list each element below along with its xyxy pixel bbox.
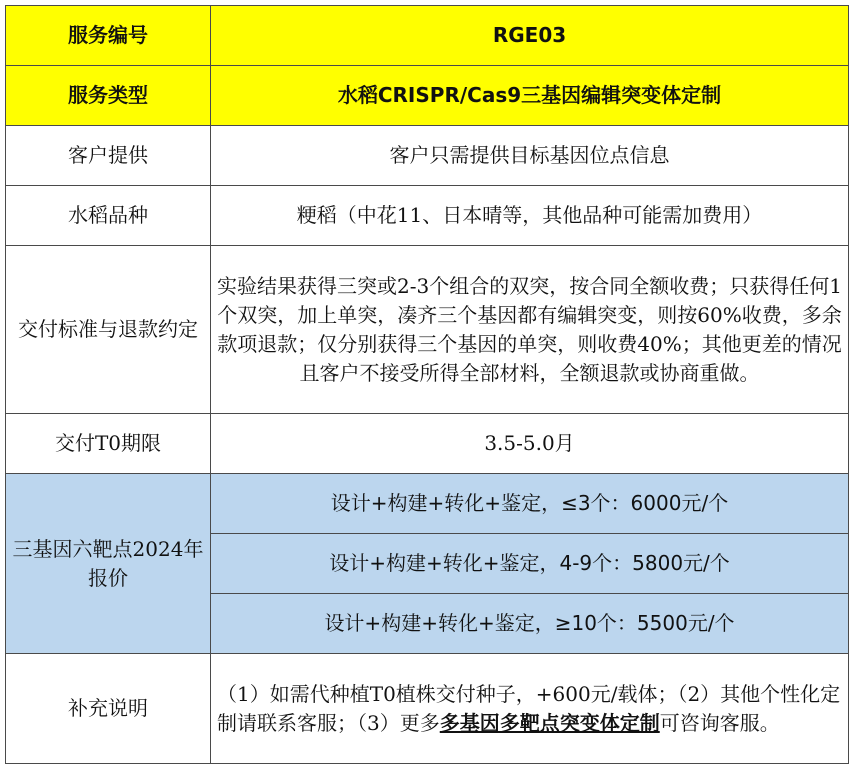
row-quote-1 (6, 474, 849, 534)
quote-item: 设计+构建+转化+鉴定，≥10个：5500元/个 (211, 594, 849, 654)
rice-variety-label: 水稻品种 (6, 186, 211, 246)
delivery-period-value: 3.5-5.0月 (211, 414, 849, 474)
delivery-standard-label: 交付标准与退款约定 (6, 246, 211, 414)
delivery-period-label: 交付T0期限 (6, 414, 211, 474)
row-rice-variety (6, 186, 849, 246)
customer-provides-value: 客户只需提供目标基因位点信息 (211, 126, 849, 186)
custom-mutant-link[interactable]: 多基因多靶点突变体定制 (439, 710, 660, 735)
customer-provides-label: 客户提供 (6, 126, 211, 186)
row-delivery-period (6, 414, 849, 474)
rice-variety-value: 粳稻（中花11、日本晴等，其他品种可能需加费用） (211, 186, 849, 246)
service-type-label: 服务类型 (6, 66, 211, 126)
supplement-label: 补充说明 (6, 654, 211, 764)
delivery-standard-value: 实验结果获得三突或2-3个组合的双突，按合同全额收费；只获得任何1个双突，加上单突，凑齐三个基因都有编辑突变，则按60%收费，多余款项退款；仅分别获得三个基因的单突，则收费40%；其他更差的情况且客户不接受所得全部材料，全额退款或协商重做。 (211, 246, 849, 414)
supplement-text-end: 可咨询客服。 (659, 710, 780, 735)
quote-item: 设计+构建+转化+鉴定，≤3个：6000元/个 (211, 474, 849, 534)
supplement-text: （1）如需代种植T0植株交付种子，+600元/载体；（2）其他个性化定制请联系客服；（3）更多 (217, 681, 841, 735)
supplement-value (211, 654, 849, 764)
row-customer-provides (6, 126, 849, 186)
row-delivery-standard (6, 246, 849, 414)
service-type-value: 水稻CRISPR/Cas9三基因编辑突变体定制 (211, 66, 849, 126)
service-no-label: 服务编号 (6, 6, 211, 66)
row-service-no (6, 6, 849, 66)
service-table (5, 5, 849, 764)
quote-label: 三基因六靶点2024年报价 (6, 474, 211, 654)
service-no-value: RGE03 (211, 6, 849, 66)
quote-item: 设计+构建+转化+鉴定，4-9个：5800元/个 (211, 534, 849, 594)
row-service-type (6, 66, 849, 126)
row-supplement (6, 654, 849, 764)
